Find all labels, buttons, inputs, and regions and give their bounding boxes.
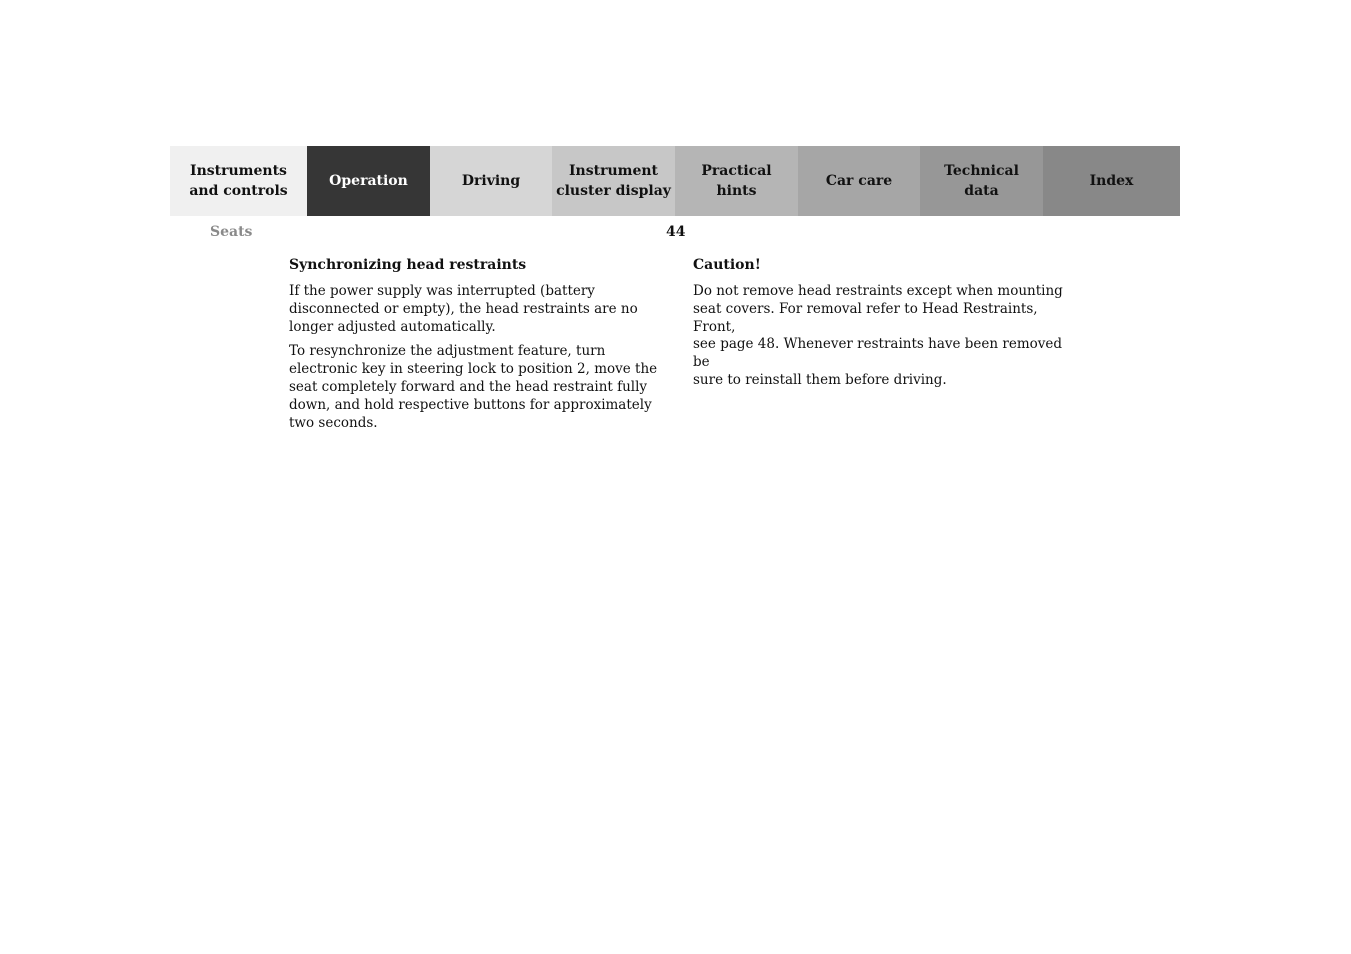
section-label: Seats [210,224,253,240]
chapter-nav [170,146,1180,216]
tab-index[interactable]: Index [1043,146,1180,216]
page-number: 44 [666,224,686,240]
paragraph: To resynchronize the adjustment feature, turn electronic key in steering lock to position 2, move the seat completely forward and the head restraint fully down, and hold respective buttons for approximately two seconds. [289,343,658,431]
right-column [693,256,1063,397]
tab-instrument-cluster-display[interactable]: Instrument cluster display [552,146,675,216]
tab-car-care[interactable]: Car care [798,146,920,216]
left-column [289,256,659,439]
paragraph: If the power supply was interrupted (battery disconnected or empty), the head restraints are no longer adjusted automatically. [289,283,638,335]
caution-paragraph: Do not remove head restraints except when mounting seat covers. For removal refer to Head Restraints, Front, see page 48. Whenever restraints have been removed be sure to reinstall them before driving. [693,283,1063,388]
caution-heading: Caution! [693,257,761,273]
tab-operation[interactable]: Operation [307,146,430,216]
tab-instruments-and-controls[interactable]: Instruments and controls [170,146,307,216]
tab-driving[interactable]: Driving [430,146,552,216]
tab-technical-data[interactable]: Technical data [920,146,1043,216]
section-heading: Synchronizing head restraints [289,257,527,273]
tab-practical-hints[interactable]: Practical hints [675,146,798,216]
